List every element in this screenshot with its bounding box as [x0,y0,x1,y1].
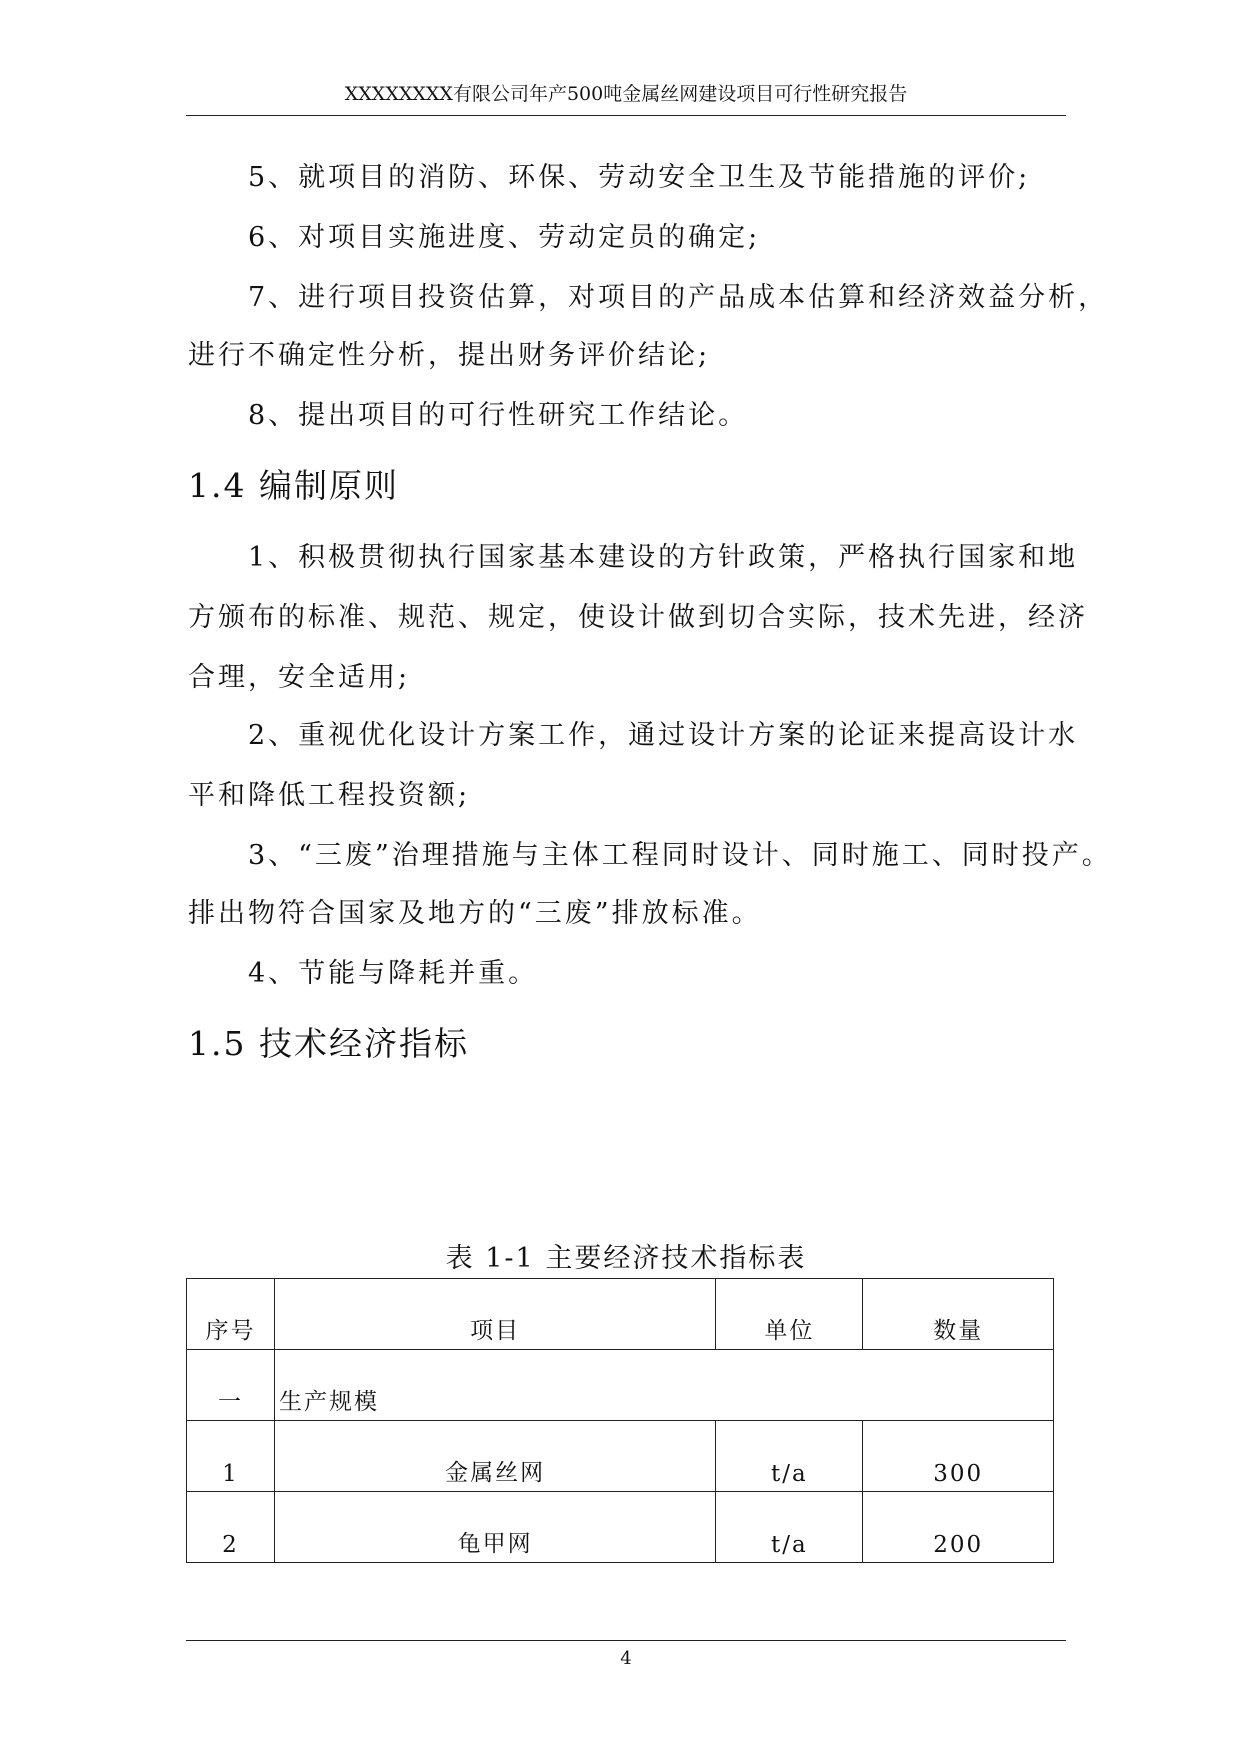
row-index: 2 [187,1492,275,1563]
section-heading-1-5: 1.5 技术经济指标 [188,1024,469,1063]
row-quantity: 200 [863,1492,1054,1563]
page-number: 4 [620,1648,632,1669]
list-item-7-line2: 进行不确定性分析，提出财务评价结论; [188,340,711,371]
footer-rule [186,1640,1066,1641]
principle-4: 4、节能与降耗并重。 [248,958,539,989]
list-item-8: 8、提出项目的可行性研究工作结论。 [248,400,749,431]
table-caption: 表 1-1 主要经济技术指标表 [445,1243,807,1274]
page-header: XXXXXXXX有限公司年产500吨金属丝网建设项目可行性研究报告 [344,83,908,105]
table-group-row [187,1350,1054,1421]
principle-1-line2: 方颁布的标准、规范、规定，使设计做到切合实际，技术先进，经济 [188,602,1088,633]
table-header-row [187,1279,1054,1350]
row-item: 龟甲网 [274,1492,715,1563]
principle-3-line2: 排出物符合国家及地方的“三废”排放标准。 [188,898,762,929]
header-item: 项目 [274,1279,715,1350]
principle-2-line2: 平和降低工程投资额; [188,780,471,811]
principle-1-line1: 1、积极贯彻执行国家基本建设的方针政策，严格执行国家和地 [248,542,1079,573]
principle-2-line1: 2、重视优化设计方案工作，通过设计方案的论证来提高设计水 [248,720,1079,751]
group-index: 一 [187,1350,275,1421]
row-unit: t/a [716,1492,863,1563]
section-heading-1-4: 1.4 编制原则 [188,466,399,505]
row-quantity: 300 [863,1421,1054,1492]
table-row [187,1421,1054,1492]
header-unit: 单位 [716,1279,863,1350]
list-item-6: 6、对项目实施进度、劳动定员的确定; [248,222,761,253]
list-item-5: 5、就项目的消防、环保、劳动安全卫生及节能措施的评价; [248,162,1031,193]
table-row [187,1492,1054,1563]
row-index: 1 [187,1421,275,1492]
indicators-table [186,1278,1054,1563]
header-quantity: 数量 [863,1279,1054,1350]
row-unit: t/a [716,1421,863,1492]
header-rule [186,115,1066,116]
principle-1-line3: 合理，安全适用; [188,662,411,693]
list-item-7-line1: 7、进行项目投资估算，对项目的产品成本估算和经济效益分析， [248,282,1109,313]
header-index: 序号 [187,1279,275,1350]
group-label: 生产规模 [274,1350,1053,1421]
row-item: 金属丝网 [274,1421,715,1492]
principle-3-line1: 3、“三废”治理措施与主体工程同时设计、同时施工、同时投产。 [248,840,1112,871]
